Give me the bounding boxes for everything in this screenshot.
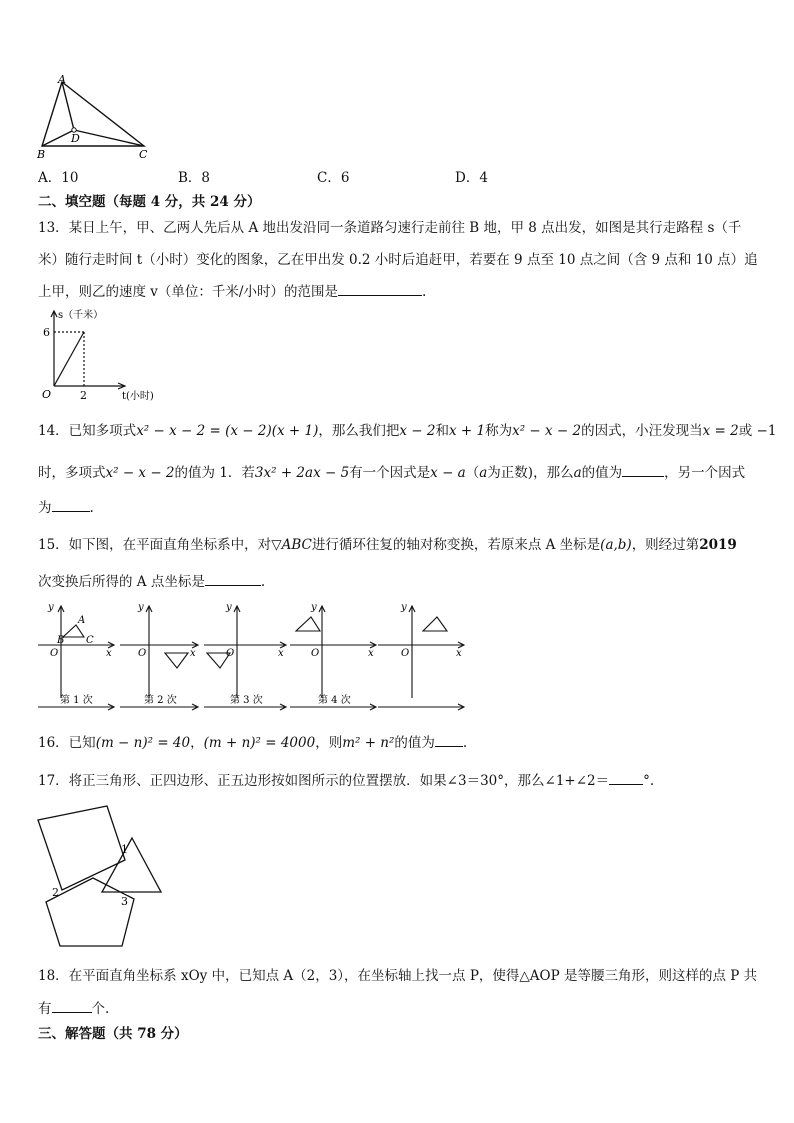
panel5-origin: O xyxy=(401,648,410,659)
section-heading-fill-in: 二、填空题（每题 4 分，共 24 分） xyxy=(38,194,261,210)
q14-formula-1: x² − x − 2 = (x − 2)(x + 1) xyxy=(136,423,319,439)
answer-blank-q18[interactable] xyxy=(52,998,92,1013)
q16-formula-1: (m − n)² = 40 xyxy=(95,735,191,751)
panel1-y-label: y xyxy=(48,602,54,613)
q14-formula-3: x + 1 xyxy=(448,423,486,439)
q14-line-3 xyxy=(38,497,94,518)
q15-formula-2: (a,b) xyxy=(600,537,632,553)
section-heading-solutions: 三、解答题（共 78 分） xyxy=(38,1026,188,1042)
q16-formula-2: (m + n)² = 4000 xyxy=(203,735,316,751)
polygons-figure xyxy=(34,800,174,956)
q14-text-13: ，另一个因式 xyxy=(664,465,746,481)
step-label-4: 第 4 次 xyxy=(318,695,351,706)
q17-text-2: °. xyxy=(643,773,655,789)
q14-line-2 xyxy=(38,462,745,483)
panel1-label-b: B xyxy=(57,635,65,646)
q13-line-2: 米）随行走时间 t（小时）变化的图象，乙在甲出发 0.2 小时后追赶甲，若要在 9 点至 10 点之间（含 9 点和 10 点）追 xyxy=(38,252,758,268)
graph-y-label: s（千米） xyxy=(58,310,104,321)
q16-text-5: . xyxy=(462,735,468,751)
angle-label-3: 3 xyxy=(121,895,128,908)
q14-text-7: 时，多项式 xyxy=(38,465,106,481)
option-b-value: 8 xyxy=(201,170,211,186)
panel4-origin: O xyxy=(311,648,320,659)
step-label-2: 第 2 次 xyxy=(144,695,177,706)
panel3-x-label: x xyxy=(278,648,284,659)
panel4-y-label: y xyxy=(311,602,317,613)
option-c-value: 6 xyxy=(340,170,350,186)
q15-text-6: . xyxy=(260,574,266,590)
vertex-label-a: A xyxy=(58,74,66,86)
q14-formula-9: a xyxy=(479,465,488,481)
panel2-y-label: y xyxy=(138,602,144,613)
q13-line-3 xyxy=(38,281,426,302)
option-c-letter: C． xyxy=(317,170,341,186)
q15-formula-1: ▽ABC xyxy=(271,537,312,553)
panel2-x-label: x xyxy=(190,648,196,659)
q18-line-1: 18．在平面直角坐标系 xOy 中，已知点 A（2，3），在坐标轴上找一点 P，使得△AOP 是等腰三角形，则这样的点 P 共 xyxy=(38,968,758,984)
q14-text-3: 和 xyxy=(435,423,449,439)
q15-text-2: 进行循环往复的轴对称变换，若原来点 A 坐标是 xyxy=(311,537,601,553)
q16-formula-3: m² + n² xyxy=(342,735,395,751)
answer-blank-q14-b[interactable] xyxy=(52,497,90,512)
panel1-origin: O xyxy=(50,648,59,659)
q16-line xyxy=(38,732,467,753)
answer-blank-q13[interactable] xyxy=(338,281,422,296)
panel1-x-label: x xyxy=(106,648,112,659)
q14-formula-8: x − a xyxy=(430,465,466,481)
q15-line-2 xyxy=(38,571,265,592)
q14-text-4: 称为 xyxy=(485,423,513,439)
option-c xyxy=(317,166,349,186)
q17-line xyxy=(38,770,654,791)
q14-text-5: 的因式，小汪发现当 xyxy=(581,423,703,439)
q17-text-1: 17．将正三角形、正四边形、正五边形按如图所示的位置摆放．如果∠3＝30°，那么∠1+∠2＝ xyxy=(38,773,610,789)
point-label-d: D xyxy=(71,132,80,145)
q14-text-6: 或 −1 xyxy=(738,423,777,439)
q14-formula-2: x − 2 xyxy=(399,423,436,439)
vertex-label-c: C xyxy=(139,148,148,161)
q16-text-3: ，则 xyxy=(315,735,343,751)
q18-line-2 xyxy=(38,998,109,1019)
distance-time-graph xyxy=(38,306,158,404)
answer-blank-q16[interactable] xyxy=(435,732,463,747)
q14-formula-6: x² − x − 2 xyxy=(105,465,175,481)
panel3-origin: O xyxy=(226,648,235,659)
q14-formula-4: x² − x − 2 xyxy=(512,423,582,439)
option-b-letter: B． xyxy=(178,170,202,186)
option-a-letter: A． xyxy=(38,170,62,186)
answer-blank-q17[interactable] xyxy=(609,770,643,785)
q14-text-15: . xyxy=(89,500,94,516)
q14-text-11: 为正数)，那么 xyxy=(487,465,574,481)
step-label-3: 第 3 次 xyxy=(230,695,263,706)
q14-formula-5: x = 2 xyxy=(702,423,739,439)
q14-text-14: 为 xyxy=(38,500,52,516)
q16-text-2: ， xyxy=(190,735,204,751)
panel4-x-label: x xyxy=(368,648,374,659)
panel5-x-label: x xyxy=(456,648,462,659)
answer-blank-q15[interactable] xyxy=(205,571,261,586)
option-a-value: 10 xyxy=(61,170,79,186)
option-d-value: 4 xyxy=(479,170,488,186)
q14-text-10: （ xyxy=(465,465,480,481)
option-b xyxy=(178,166,210,186)
graph-x-tick: 2 xyxy=(80,389,87,402)
q13-line-1: 13．某日上午，甲、乙两人先后从 A 地出发沿同一条道路匀速行走前往 B 地，甲 8 点出发，如图是其行走路程 s（千 xyxy=(38,220,742,236)
q14-line-1 xyxy=(38,421,776,441)
q16-text-4: 的值为 xyxy=(394,735,435,751)
q15-text-1: 15．如下图，在平面直角坐标系中，对 xyxy=(38,537,272,553)
panel5-y-label: y xyxy=(401,602,407,613)
vertex-label-b: B xyxy=(37,148,46,161)
q14-formula-7: 3x² + 2ax − 5 xyxy=(254,465,350,481)
q13-end: . xyxy=(421,284,427,300)
panel1-label-c: C xyxy=(86,635,94,646)
q14-formula-10: a xyxy=(573,465,582,481)
step-label-1: 第 1 次 xyxy=(60,695,93,706)
answer-blank-q14-a[interactable] xyxy=(622,462,664,477)
panel2-origin: O xyxy=(138,648,147,659)
reflection-sequence-figure xyxy=(34,600,474,718)
q14-text-9: 有一个因式是 xyxy=(349,465,431,481)
q14-text-2: ，那么我们把 xyxy=(318,423,400,439)
graph-x-label: t(小时) xyxy=(122,391,154,402)
q14-text-12: 的值为 xyxy=(581,465,623,481)
option-a xyxy=(38,166,78,186)
angle-label-1: 1 xyxy=(121,843,128,856)
angle-label-2: 2 xyxy=(52,886,59,899)
option-d xyxy=(455,166,488,186)
q18-text-1: 有 xyxy=(38,1001,52,1017)
graph-y-tick: 6 xyxy=(43,326,50,339)
q15-text-5: 次变换后所得的 A 点坐标是 xyxy=(38,574,205,590)
q15-text-3: ，则经过第 xyxy=(631,537,700,553)
q15-line-1 xyxy=(38,535,737,555)
option-d-letter: D． xyxy=(455,170,480,186)
panel1-label-a: A xyxy=(78,615,86,626)
q14-text-1: 14．已知多项式 xyxy=(38,423,137,439)
q14-text-8: 的值为 1．若 xyxy=(174,465,255,481)
q18-text-2: 个. xyxy=(91,1001,110,1017)
triangle-figure-q12 xyxy=(34,74,164,162)
q13-text: 上甲，则乙的速度 v（单位：千米/小时）的范围是 xyxy=(38,284,338,300)
q16-text-1: 16．已知 xyxy=(38,735,96,751)
q15-text-4: 2019 xyxy=(699,537,737,553)
graph-origin-label: O xyxy=(42,388,52,401)
panel3-y-label: y xyxy=(226,602,232,613)
